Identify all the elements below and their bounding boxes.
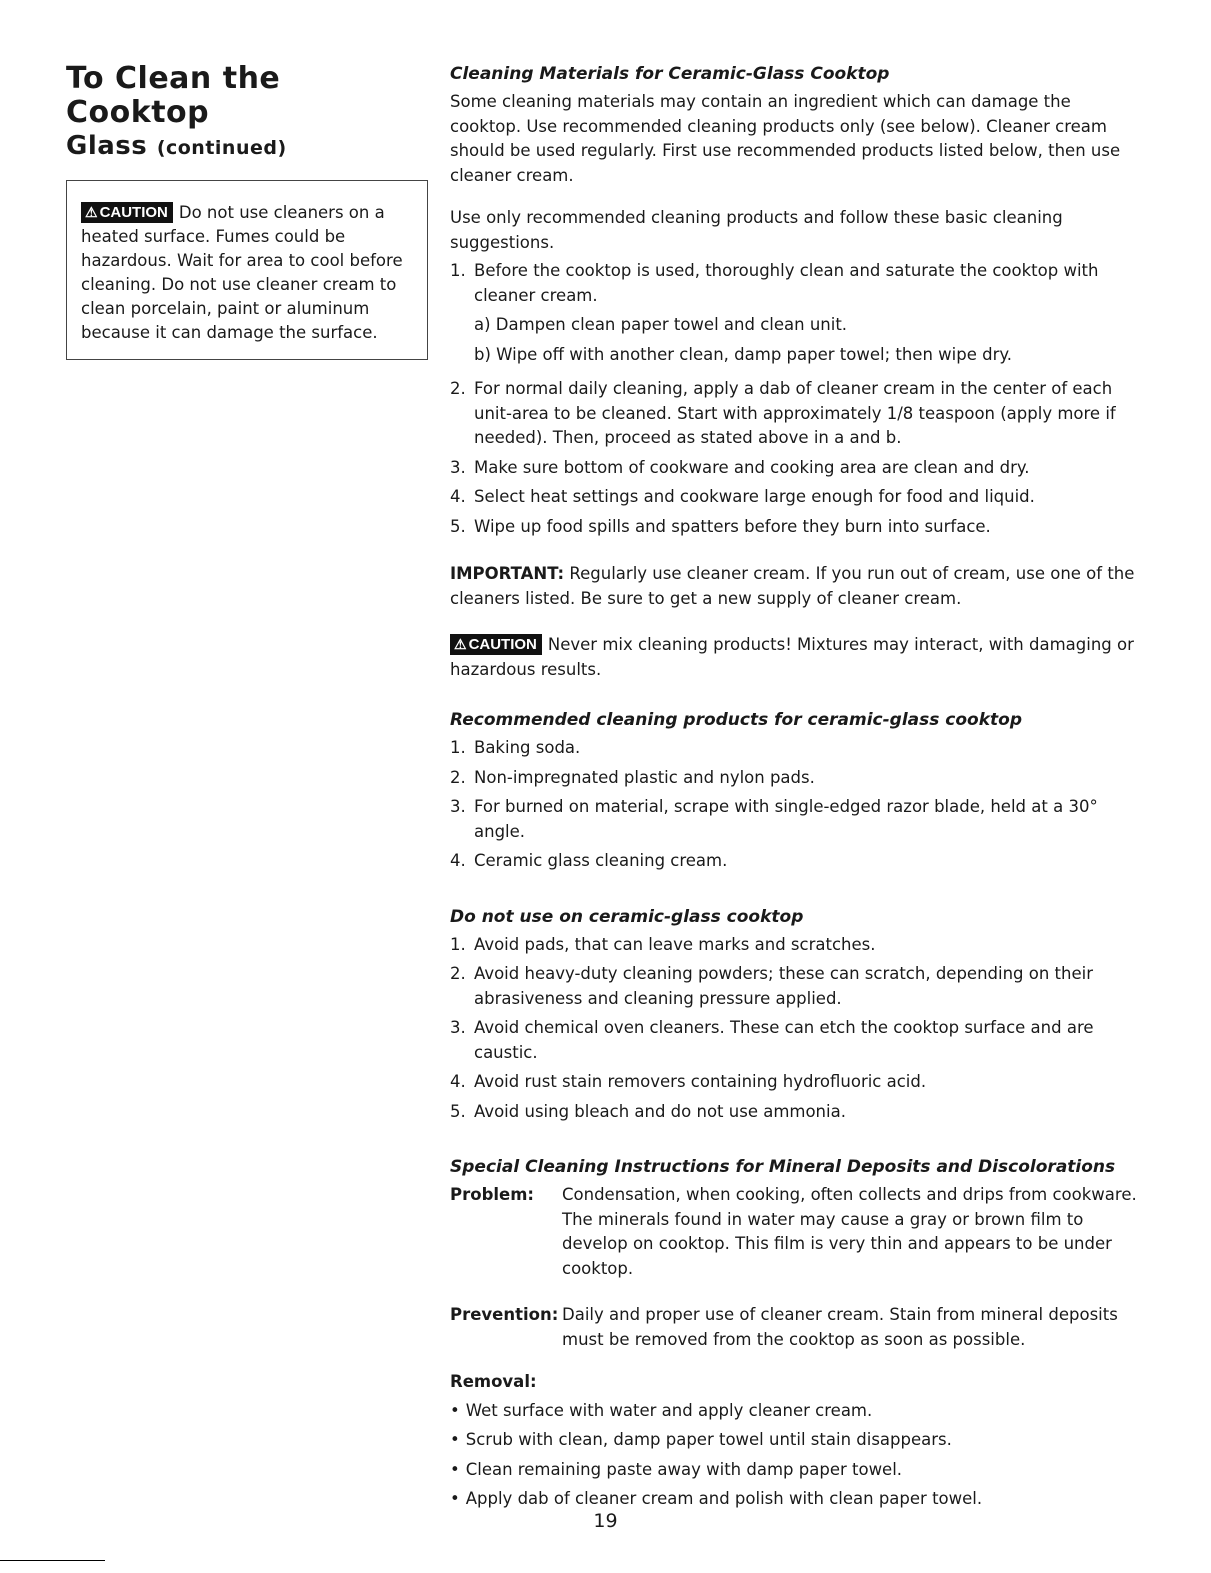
- materials-intro: Some cleaning materials may contain an ingredient which can damage the cooktop. Use recommended cleaning products only (see below). Cleaner cream should be used regularly. First use recommended products listed below, then use cleaner cream.: [450, 92, 1121, 185]
- prevention-row: [450, 1303, 1145, 1352]
- list-item-text: For burned on material, scrape with single-edged razor blade, held at a 30° angle.: [474, 797, 1098, 841]
- list-number: 3.: [450, 797, 466, 816]
- list-item-text: Wipe up food spills and spatters before they burn into surface.: [474, 516, 991, 536]
- page-number: 19: [593, 1510, 618, 1532]
- list-number: 4.: [450, 1072, 466, 1091]
- problem-label: Problem:: [450, 1185, 535, 1204]
- sub-steps: [474, 313, 1145, 367]
- bullet-item: • Wet surface with water and apply cleaner cream.: [450, 1399, 1145, 1424]
- materials-heading: Cleaning Materials for Ceramic-Glass Cooktop: [450, 64, 890, 84]
- prevention-text: Daily and proper use of cleaner cream. Stain from mineral deposits must be removed from the cooktop as soon as possible.: [562, 1305, 1118, 1349]
- list-number: 5.: [450, 516, 466, 536]
- list-item: [450, 766, 1145, 791]
- important-note: [450, 562, 1145, 611]
- caution-badge: [450, 634, 542, 655]
- list-number: 4.: [450, 487, 466, 506]
- caution-badge-label: CAUTION: [99, 204, 168, 221]
- list-item-text: Avoid chemical oven cleaners. These can etch the cooktop surface and are caustic.: [474, 1018, 1094, 1062]
- list-item: [450, 849, 1145, 874]
- bullet-item: • Clean remaining paste away with damp paper towel.: [450, 1458, 1145, 1483]
- list-item: [450, 736, 1145, 761]
- list-item: [450, 1016, 1145, 1065]
- list-item-text: Select heat settings and cookware large enough for food and liquid.: [474, 487, 1035, 506]
- list-item: [450, 259, 1145, 372]
- list-number: 2.: [450, 964, 466, 983]
- list-item-text: Avoid heavy-duty cleaning powders; these can scratch, depending on their abrasiveness and cleaning pressure applied.: [474, 964, 1094, 1008]
- bullet-item: • Apply dab of cleaner cream and polish with clean paper towel.: [450, 1487, 1145, 1512]
- list-number: 3.: [450, 457, 466, 477]
- title-line-1: To Clean the Cooktop: [66, 61, 281, 130]
- list-number: 1.: [450, 738, 466, 757]
- important-label: IMPORTANT:: [450, 564, 565, 583]
- list-item-text: Avoid using bleach and do not use ammonia.: [474, 1101, 846, 1121]
- title-suffix: (continued): [156, 137, 287, 159]
- title-line-2: [66, 130, 428, 164]
- recommended-list: [450, 736, 1145, 874]
- list-number: 4.: [450, 851, 466, 870]
- list-item: [450, 485, 1145, 510]
- caution-badge-label: CAUTION: [468, 636, 537, 653]
- list-item: [450, 515, 1145, 540]
- special-heading: Special Cleaning Instructions for Mineral Deposits and Discolorations: [450, 1157, 1116, 1177]
- sub-step: b) Wipe off with another clean, damp paper towel; then wipe dry.: [474, 344, 1013, 364]
- list-item: [450, 795, 1145, 844]
- list-item-text: Make sure bottom of cookware and cooking area are clean and dry.: [474, 457, 1030, 477]
- removal-steps: [450, 1399, 1145, 1512]
- bullet-item: • Scrub with clean, damp paper towel until stain disappears.: [450, 1428, 1145, 1453]
- list-item: [450, 1070, 1145, 1095]
- materials-lead: Use only recommended cleaning products and follow these basic cleaning suggestions.: [450, 208, 1063, 252]
- list-number: 2.: [450, 767, 466, 787]
- recommended-heading: Recommended cleaning products for ceramic-glass cooktop: [450, 710, 1022, 730]
- important-text: Regularly use cleaner cream. If you run out of cream, use one of the cleaners listed. Be sure to get a new supply of cleaner cream.: [450, 564, 1135, 608]
- materials-steps: [450, 259, 1145, 539]
- list-item-text: Baking soda.: [474, 738, 581, 757]
- list-item-text: Avoid rust stain removers containing hydrofluoric acid.: [474, 1072, 927, 1091]
- sub-step: a) Dampen clean paper towel and clean unit.: [474, 315, 848, 334]
- warning-triangle-icon: ⚠: [454, 636, 467, 652]
- list-item-text: Avoid pads, that can leave marks and scratches.: [474, 934, 876, 954]
- caution-badge: [81, 202, 173, 223]
- problem-text: Condensation, when cooking, often collects and drips from cookware. The minerals found in water may cause a gray or brown film to develop on cooktop. This film is very thin and appears to be under cooktop.: [562, 1185, 1137, 1278]
- do-not-use-list: [450, 933, 1145, 1125]
- caution-note-text: Never mix cleaning products! Mixtures may interact, with damaging or hazardous results.: [450, 635, 1134, 679]
- footer-rule: [0, 1560, 105, 1561]
- list-item-text: Before the cooktop is used, thoroughly clean and saturate the cooktop with cleaner cream.: [474, 261, 1099, 305]
- list-number: 1.: [450, 934, 466, 954]
- list-item: [450, 456, 1145, 481]
- caution-note: [450, 633, 1145, 682]
- list-item-text: Non-impregnated plastic and nylon pads.: [474, 767, 815, 787]
- problem-row: [450, 1183, 1145, 1281]
- page-title: [66, 62, 428, 164]
- right-column: [450, 62, 1145, 1517]
- list-item: [450, 1100, 1145, 1125]
- caution-box: [66, 180, 428, 360]
- left-column: [66, 62, 428, 360]
- prevention-label: Prevention:: [450, 1305, 559, 1324]
- list-number: 5.: [450, 1101, 466, 1121]
- list-item: [450, 962, 1145, 1011]
- title-line-2-text: Glass: [66, 131, 148, 161]
- list-item: [450, 933, 1145, 958]
- removal-label: Removal:: [450, 1372, 537, 1391]
- list-item-body: [474, 259, 1145, 372]
- warning-triangle-icon: ⚠: [85, 204, 98, 220]
- list-item-text: For normal daily cleaning, apply a dab of cleaner cream in the center of each unit-area to be cleaned. Start with approximately 1/8 teaspoon (apply more if needed). Then, proceed as stated above in a and b.: [474, 379, 1116, 447]
- list-item-text: Ceramic glass cleaning cream.: [474, 851, 728, 870]
- do-not-use-heading: Do not use on ceramic-glass cooktop: [450, 906, 804, 927]
- list-number: 3.: [450, 1018, 466, 1037]
- list-number: 1.: [450, 261, 466, 280]
- list-number: 2.: [450, 379, 466, 398]
- list-item: [450, 377, 1145, 451]
- caution-box-text: Do not use cleaners on a heated surface. Fumes could be hazardous. Wait for area to cool before cleaning. Do not use cleaner cream to clean porcelain, paint or aluminum because it can damage the surface.: [81, 203, 403, 342]
